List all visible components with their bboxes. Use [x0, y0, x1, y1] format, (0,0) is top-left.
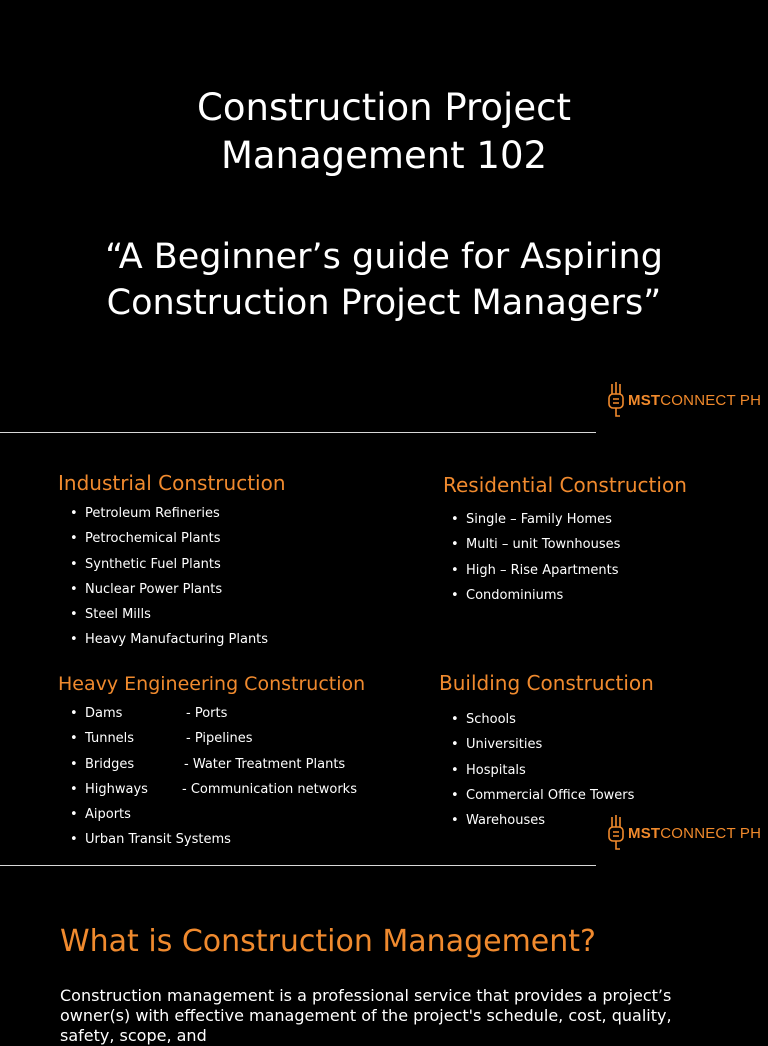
list-item: • Hospitals: [439, 758, 634, 783]
list-item: • Petrochemical Plants: [58, 526, 268, 551]
industrial-heading: Industrial Construction: [58, 471, 286, 495]
heavy-engineering-heading: Heavy Engineering Construction: [58, 673, 366, 695]
list-item: • Commercial Office Towers: [439, 783, 634, 808]
mst-logo: [606, 380, 761, 420]
list-item: • Petroleum Refineries: [58, 501, 268, 526]
list-item: • Nuclear Power Plants: [58, 577, 268, 602]
list-item: • Tunnels - Pipelines: [58, 726, 398, 751]
list-item: • Bridges - Water Treatment Plants: [58, 752, 398, 777]
subtitle-line-1: “A Beginner’s guide for Aspiring: [105, 237, 663, 277]
residential-list: [439, 507, 620, 608]
subtitle-line-2: Construction Project Managers”: [106, 283, 662, 323]
residential-heading: Residential Construction: [443, 473, 687, 497]
list-item: • Single – Family Homes: [439, 507, 620, 532]
slide-title-heading: [0, 84, 768, 180]
slide-title: [0, 0, 768, 432]
logo-text: MSTCONNECT PH: [628, 391, 762, 409]
list-item: • Dams - Ports: [58, 701, 398, 726]
list-item: • Synthetic Fuel Plants: [58, 552, 268, 577]
list-item: • Heavy Manufacturing Plants: [58, 627, 268, 652]
list-item: • Condominiums: [439, 583, 620, 608]
list-item: • Urban Transit Systems: [58, 827, 398, 852]
list-item: • Highways - Communication networks: [58, 777, 398, 802]
mst-logo-icon: [606, 813, 628, 853]
logo-text: MSTCONNECT PH: [628, 824, 762, 842]
building-heading: Building Construction: [439, 671, 654, 695]
list-item: • Multi – unit Townhouses: [439, 532, 620, 557]
industrial-list: [58, 501, 268, 653]
title-line-2: Management 102: [220, 134, 548, 177]
list-item: • Steel Mills: [58, 602, 268, 627]
slide-what-is-cm: [0, 866, 768, 1045]
slide-3-heading: What is Construction Management?: [60, 924, 596, 959]
mst-logo: [606, 813, 761, 853]
heavy-engineering-list: [58, 701, 398, 853]
list-item: • Warehouses: [439, 808, 634, 833]
slide-3-body: Construction management is a professional service that provides a project’s owner(s) with effective management of the project's schedule, cost, quality, safety, scope, and: [60, 986, 672, 1045]
mst-logo-icon: [606, 380, 628, 420]
slide-subtitle: [0, 234, 768, 326]
list-item: • High – Rise Apartments: [439, 558, 620, 583]
title-line-1: Construction Project: [197, 86, 571, 129]
list-item: • Schools: [439, 707, 634, 732]
list-item: • Universities: [439, 732, 634, 757]
list-item: • Aiports: [58, 802, 398, 827]
slide-construction-types: [0, 433, 768, 865]
